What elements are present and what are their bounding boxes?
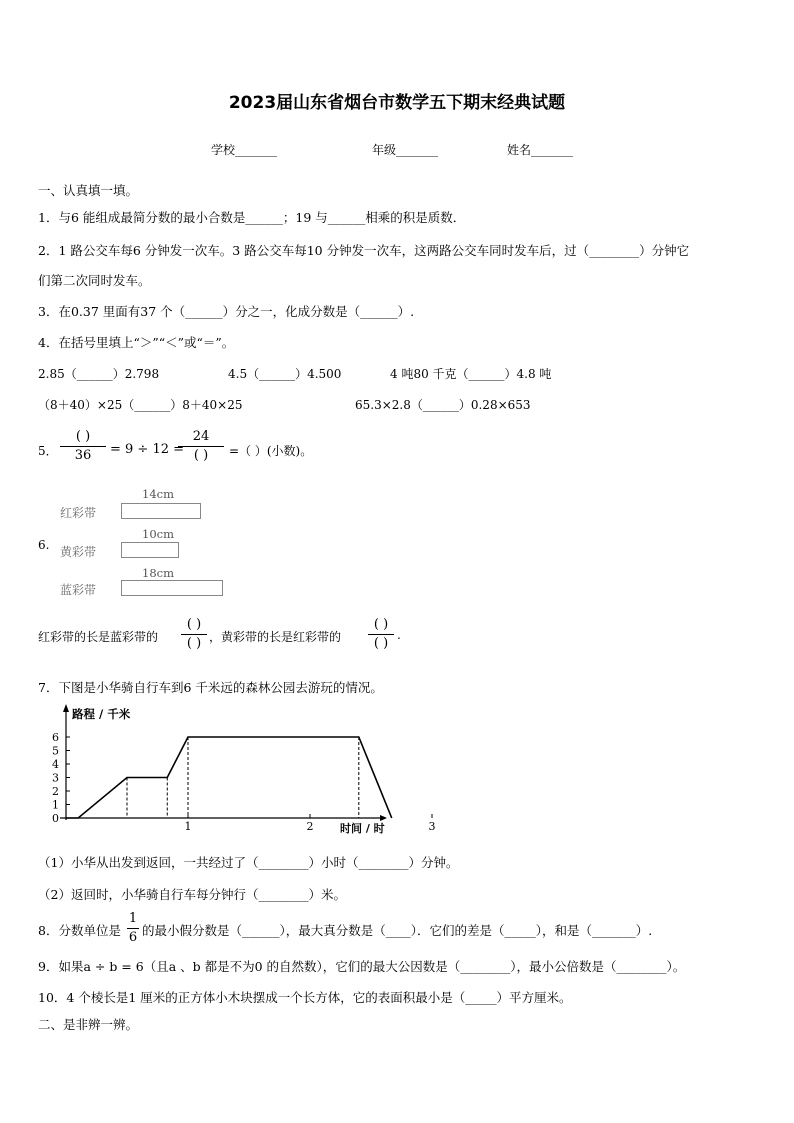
y-tick-label: 4 (52, 758, 59, 771)
q6-fraction-1 (181, 617, 207, 652)
q6-text-2: ，黄彩带的长是红彩带的 (209, 630, 342, 644)
band-blue-label: 蓝彩带 (60, 583, 97, 597)
fraction-bar (368, 634, 394, 635)
q8-pre: 8．分数单位是 (38, 923, 121, 938)
q8-numerator: 1 (128, 911, 138, 926)
q4-item-1: 2.85（______）2.798 (38, 367, 160, 381)
fraction-bar (60, 446, 106, 447)
q5-fraction-2 (178, 429, 224, 464)
fraction-bar (127, 928, 139, 929)
fraction-bar (181, 634, 207, 635)
q4-item-4: （8＋40）×25（______）8＋40×25 (38, 398, 243, 412)
question-10: 10．4 个棱长是1 厘米的正方体小木块摆成一个长方体，它的表面积最小是（_____）平方厘米。 (38, 990, 572, 1005)
q8-post: 的最小假分数是（______），最大真分数是（____）．它们的差是（_____），和是（_______）. (142, 923, 653, 938)
question-3: 3．在0.37 里面有37 个（______）分之一，化成分数是（______）. (38, 304, 415, 319)
distance-time-chart (30, 700, 436, 840)
q6-label: 6. (38, 538, 50, 552)
question-2-continued: 们第二次同时发车。 (38, 273, 151, 288)
band-blue-length: 18cm (142, 566, 174, 580)
band-yellow-bar (121, 542, 179, 558)
x-tick-label: 1 (184, 820, 192, 833)
x-tick-label: 3 (428, 820, 436, 833)
page-title: 2023届山东省烟台市数学五下期末经典试题 (228, 93, 566, 113)
chart-axes (60, 704, 387, 821)
q6-blank: ( ) (373, 617, 389, 632)
band-red-label: 红彩带 (60, 506, 97, 520)
school-field: 学校_______ (211, 143, 278, 157)
y-tick-label: 0 (52, 812, 59, 825)
q5-fraction-1-numerator: ( ) (75, 429, 91, 444)
q4-item-2: 4.5（______）4.500 (228, 367, 342, 381)
band-red-bar (121, 503, 201, 519)
name-field: 姓名_______ (507, 143, 574, 157)
q8-denominator: 6 (128, 930, 138, 945)
q6-end: . (397, 628, 401, 642)
q8-fraction (127, 911, 139, 946)
q6-fraction-2 (368, 617, 394, 652)
band-red-length: 14cm (142, 487, 174, 501)
q5-fraction-2-denominator: ( ) (193, 448, 209, 463)
x-tick-label: 2 (306, 820, 314, 833)
q5-fraction-1-denominator: 36 (74, 448, 92, 463)
q6-blank: ( ) (186, 636, 202, 651)
question-1: 1．与6 能组成最简分数的最小合数是______；19 与______相乘的积是质数． (38, 210, 466, 225)
section-heading-1: 一、认真填一填。 (38, 183, 139, 198)
band-yellow-length: 10cm (142, 527, 174, 541)
y-tick-label: 6 (52, 731, 59, 744)
question-4: 4．在括号里填上“＞”“＜”或“＝”。 (38, 335, 235, 350)
q5-tail: =（ ）(小数)。 (229, 444, 313, 458)
x-axis-label: 时间 / 时 (340, 822, 385, 835)
q5-fraction-1 (60, 429, 106, 464)
q5-fraction-2-numerator: 24 (192, 429, 210, 444)
q4-item-3: 4 吨80 千克（______）4.8 吨 (390, 367, 552, 381)
x-axis-arrow (380, 815, 387, 821)
question-7-2: （2）返回时，小华骑自行车每分钟行（________）米。 (38, 887, 346, 902)
question-2: 2．1 路公交车每6 分钟发一次车。3 路公交车每10 分钟发一次车，这两路公交车同时发车后，过（________）分钟它 (38, 243, 690, 258)
q6-text-1: 红彩带的长是蓝彩带的 (38, 630, 159, 644)
band-blue-bar (121, 580, 223, 596)
q4-item-5: 65.3×2.8（______）0.28×653 (355, 398, 531, 412)
section-heading-2: 二、是非辨一辨。 (38, 1017, 139, 1032)
q6-blank: ( ) (186, 617, 202, 632)
fraction-bar (178, 446, 224, 447)
band-yellow-label: 黄彩带 (60, 545, 97, 559)
question-9: 9．如果a ÷ b = 6（且a 、b 都是不为0 的自然数），它们的最大公因数是（________），最小公倍数是（________）。 (38, 959, 686, 974)
question-7-1: （1）小华从出发到返回，一共经过了（________）小时（________）分钟。 (38, 855, 459, 870)
y-tick-label: 3 (52, 771, 59, 785)
question-7: 7．下图是小华骑自行车到6 千米远的森林公园去游玩的情况。 (38, 680, 383, 695)
y-tick-label: 1 (52, 798, 59, 812)
grade-field: 年级_______ (372, 143, 439, 157)
chart-labels (72, 707, 385, 835)
y-tick-label: 2 (52, 785, 59, 798)
y-axis-label: 路程 / 千米 (72, 707, 131, 721)
q5-middle: = 9 ÷ 12 = (110, 442, 185, 457)
y-axis-arrow (63, 704, 69, 712)
chart-series (66, 737, 392, 818)
q5-label: 5． (38, 444, 58, 458)
q6-blank: ( ) (373, 636, 389, 651)
y-tick-label: 5 (52, 744, 59, 758)
route-line (66, 737, 392, 818)
